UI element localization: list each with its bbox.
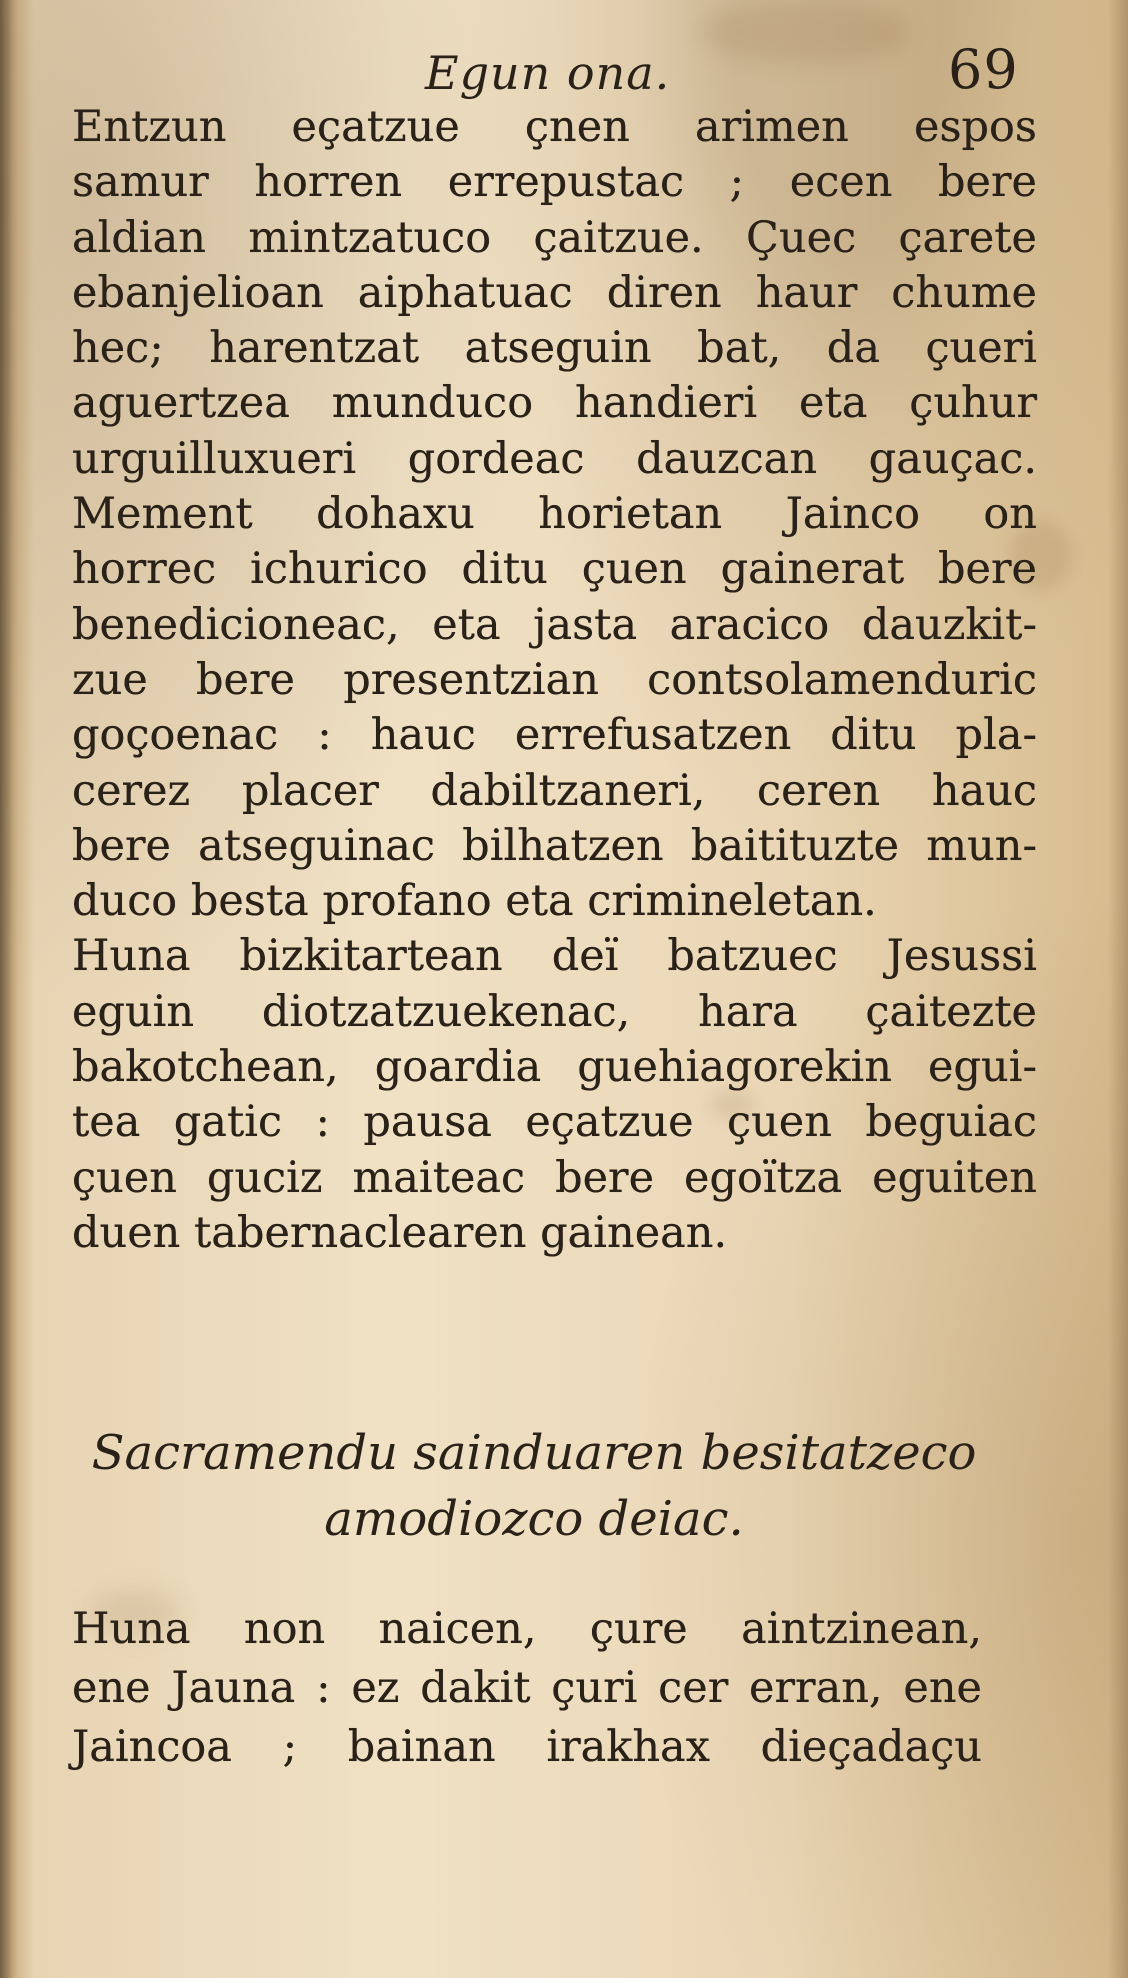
text-line: Huna non naicen, çure aintzinean,: [72, 1604, 982, 1654]
text-line: benedicioneac, eta jasta aracico dauzkit-: [72, 599, 1037, 650]
text-line: zue bere presentzian contsolamenduric: [72, 654, 1037, 705]
text-line: Huna bizkitartean deï batzuec Jesussi: [72, 931, 1037, 982]
text-line: çuen guciz maiteac bere egoïtza eguiten: [72, 1152, 1037, 1203]
right-page-edge-shadow: [1108, 0, 1128, 1978]
text-line: duen tabernaclearen gainean.: [72, 1207, 728, 1258]
text-line: Entzun eçatzue çnen arimen espos: [72, 102, 1037, 152]
text-line: Jaincoa ; bainan irakhax dieçadaçu: [72, 1722, 982, 1772]
text-line: horrec ichurico ditu çuen gainerat bere: [72, 544, 1037, 595]
text-line: bere atseguinac bilhatzen baitituzte mun-: [72, 820, 1037, 871]
text-line: eguin diotzatzuekenac, hara çaitezte: [72, 986, 1037, 1037]
text-line: bakotchean, goardia guehiagorekin egui-: [72, 1042, 1037, 1093]
text-line: ebanjelioan aiphatuac diren haur chume: [72, 267, 1037, 318]
text-line: aldian mintzatuco çaitzue. Çuec çarete: [72, 212, 1037, 263]
text-line: duco besta profano eta crimineletan.: [72, 876, 877, 927]
prayer-text-block: [72, 1600, 982, 1777]
heading-line: Sacramendu sainduaren besitatzeco: [91, 1425, 977, 1481]
text-line: goçoenac : hauc errefusatzen ditu pla-: [72, 710, 1037, 761]
section-heading: [72, 1420, 996, 1552]
text-line: aguertzea munduco handieri eta çuhur: [72, 378, 1037, 429]
text-line: cerez placer dabiltzaneri, ceren hauc: [72, 765, 1037, 816]
text-line: hec; harentzat atseguin bat, da çueri: [72, 323, 1037, 374]
running-title: Egun ona.: [425, 46, 671, 100]
text-line: Mement dohaxu horietan Jainco on: [72, 489, 1037, 540]
page-number: 69: [948, 38, 1019, 101]
main-text-block: [72, 100, 1037, 1261]
text-line: ene Jauna : ez dakit çuri cer erran, ene: [72, 1663, 982, 1713]
text-line: tea gatic : pausa eçatzue çuen beguiac: [72, 1097, 1037, 1148]
text-line: samur horren errepustac ; ecen bere: [72, 157, 1037, 208]
text-line: urguilluxueri gordeac dauzcan gauçac.: [72, 433, 1037, 484]
left-page-edge-shadow: [0, 0, 18, 1978]
heading-line: amodiozco deiac.: [324, 1491, 744, 1547]
